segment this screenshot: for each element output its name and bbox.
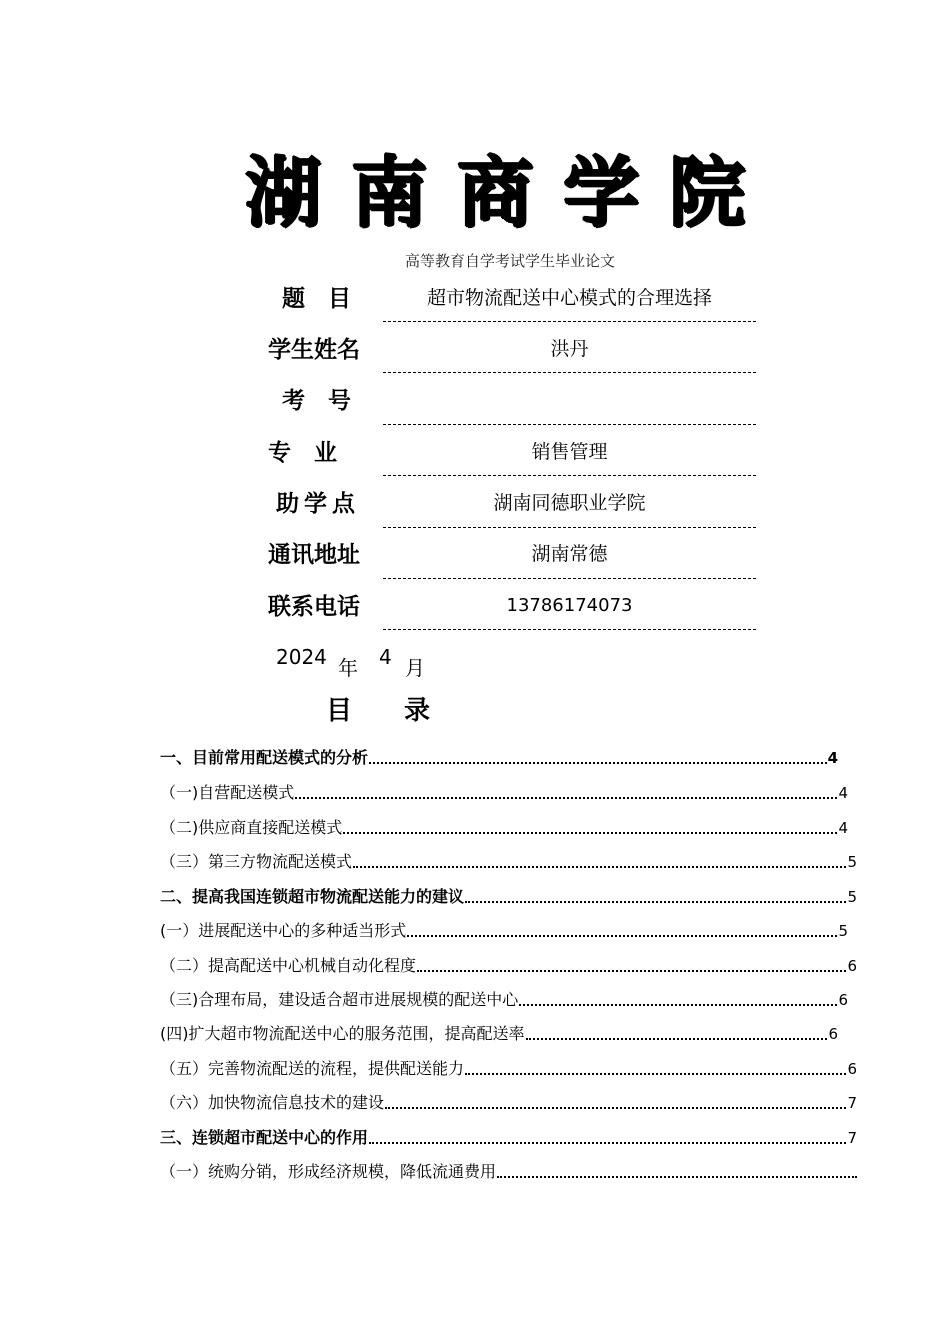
field-value-address: 湖南常德 — [531, 543, 608, 565]
toc-entry[interactable]: 三、连锁超市配送中心的作用 7 — [160, 1128, 857, 1147]
toc-title-left: 目 — [326, 696, 361, 726]
field-underline — [383, 424, 756, 425]
date-month: 4 — [379, 645, 392, 669]
field-label-study-center: 助学点 — [276, 491, 360, 517]
toc-entry[interactable]: （一）统购分销，形成经济规模，降低流通费用 — [160, 1159, 858, 1183]
date-month-unit: 月 — [405, 656, 425, 680]
field-label-title: 题 目 — [282, 286, 351, 312]
field-label-address: 通讯地址 — [268, 542, 360, 568]
field-label-major: 专 业 — [268, 440, 337, 466]
toc-entry[interactable]: （一)自营配送模式 4 — [160, 783, 848, 802]
field-underline — [383, 578, 756, 579]
toc-entry[interactable]: 一、目前常用配送模式的分析 4 — [160, 748, 838, 767]
field-value-study-center: 湖南同德职业学院 — [493, 492, 646, 514]
toc-entry[interactable]: （三）第三方物流配送模式 5 — [160, 852, 857, 871]
field-value-phone: 13786174073 — [506, 595, 633, 616]
toc-entry[interactable]: （六）加快物流信息技术的建设 7 — [160, 1093, 857, 1112]
field-underline — [383, 475, 756, 476]
date-year: 2024 — [276, 645, 327, 669]
toc-entry[interactable]: （五）完善物流配送的流程，提供配送能力 6 — [160, 1059, 857, 1078]
field-value-major: 销售管理 — [531, 441, 608, 463]
field-underline — [383, 629, 756, 630]
toc-entry[interactable]: （二）提高配送中心机械自动化程度 6 — [160, 956, 857, 975]
field-value-student-name: 洪丹 — [550, 338, 589, 360]
field-label-student-name: 学生姓名 — [268, 337, 360, 363]
field-value-title: 超市物流配送中心模式的合理选择 — [426, 287, 712, 309]
toc-entry[interactable]: 二、提高我国连锁超市物流配送能力的建议 5 — [160, 887, 857, 906]
toc-entry[interactable]: （三)合理布局，建设适合超市进展规模的配送中心 6 — [160, 990, 848, 1009]
toc-entry[interactable]: (一）进展配送中心的多种适当形式 5 — [160, 921, 848, 940]
field-label-exam-number: 考 号 — [282, 388, 351, 414]
toc-title — [326, 690, 438, 727]
field-label-phone: 联系电话 — [268, 594, 360, 620]
field-underline — [383, 321, 756, 322]
toc-entry[interactable]: （二)供应商直接配送模式 4 — [160, 818, 848, 837]
school-logo-text: 湖南商学院 — [245, 148, 775, 237]
toc-title-right: 录 — [404, 696, 439, 726]
field-underline — [383, 527, 756, 528]
toc-entry[interactable]: (四)扩大超市物流配送中心的服务范围，提高配送率 6 — [160, 1024, 838, 1043]
field-underline — [383, 372, 756, 373]
date-year-unit: 年 — [338, 656, 358, 680]
thesis-subtitle: 高等教育自学考试学生毕业论文 — [404, 252, 615, 270]
